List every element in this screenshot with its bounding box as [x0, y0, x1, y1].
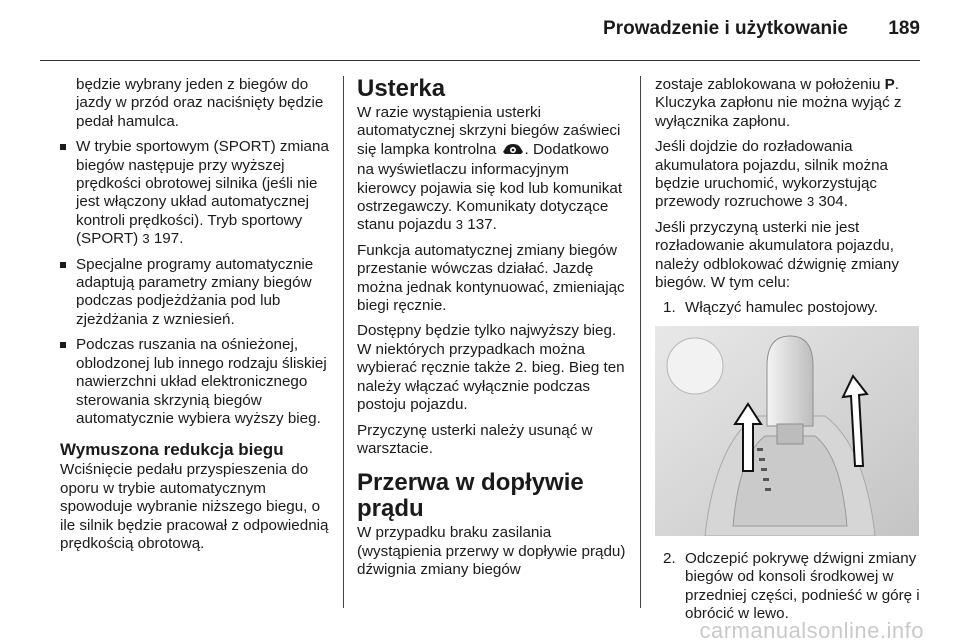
- intro-paragraph: będzie wybrany jeden z biegów do jazdy w przód oraz naciśnięty będzie pedał hamulca.: [76, 76, 324, 130]
- kickdown-paragraph: Wciśnięcie pedału przyspieszenia do oporu w trybie automatycznym spowoduje wybranie niższego biegu, o ile silnik będzie pracował z odpowiednią prędkością obrotową.: [60, 461, 329, 552]
- step-text: Włączyć hamulec postojowy.: [685, 299, 879, 317]
- fault-paragraph-2: Funkcja automatycznej zmiany biegów przestanie wówczas działać. Jazdę można jednak kontynuować, zmieniając biegi ręcznie.: [357, 241, 625, 315]
- page-ref: 137.: [463, 216, 497, 234]
- step-item: [655, 299, 927, 317]
- fault-text-a: W razie wystąpienia usterki automatycznej skrzyni biegów zaświeci się lampka kontrolna: [357, 104, 621, 158]
- fault-text-b: . Dodatkowo na wyświetlaczu informacyjnym kierowcy pojawia się kod lub komunikat ostrzegawczy. Komunikaty dotyczące stanu pojazdu: [357, 140, 623, 234]
- page-ref-icon: 3: [142, 231, 150, 247]
- text-b: . Kluczyka zapłonu nie można wyjąć z wyłącznika zapłonu.: [655, 76, 902, 130]
- column-2: [357, 76, 629, 587]
- header-divider: [40, 60, 920, 61]
- page-ref: 197.: [149, 230, 184, 248]
- page-header-title: Prowadzenie i użytkowanie: [603, 18, 848, 39]
- battery-text: Jeśli dojdzie do rozładowania akumulatora pojazdu, silnik można będzie uruchomić, wykorzystując przewody rozruchowe: [655, 138, 888, 211]
- step-text: Odczepić pokrywę dźwigni zmiany biegów od konsoli środkowej w przedniej części, podnieść w górę i obrócić w lewo.: [685, 549, 920, 623]
- position-p-bold: P: [884, 76, 895, 93]
- bullet-text: Podczas ruszania na ośnieżonej, oblodzonej lub innego rodzaju śliskiej nawierzchni układ elektronicznego sterowania skrzynią biegów automatycznie wybiera wyższy bieg.: [76, 336, 327, 427]
- step-number: 1.: [663, 299, 676, 317]
- column-1: [60, 76, 330, 560]
- page-ref-icon: 3: [455, 217, 464, 233]
- fault-paragraph-1: [357, 104, 629, 235]
- step-item: [655, 550, 927, 624]
- bullet-text: W trybie sportowym (SPORT) zmiana biegów następuje przy wyższej prędkości obrotowej silnika (jeśli nie jest włączony układ automatycznej kontroli prędkości). Tryb sportowy (SPORT): [76, 138, 329, 248]
- battery-paragraph: [655, 138, 927, 212]
- car-gear-warning-icon: [501, 142, 525, 161]
- power-paragraph-cont: [655, 76, 927, 131]
- column-divider-2: [640, 76, 641, 608]
- column-3: [655, 76, 927, 631]
- fault-paragraph-4: Przyczynę usterki należy usunąć w warsztacie.: [357, 421, 593, 457]
- power-paragraph: W przypadku braku zasilania (wystąpienia przerwy w dopływie prądu) dźwignia zmiany biegów: [357, 524, 626, 579]
- section-heading-power-interruption: Przerwa w dopływie prądu: [357, 469, 584, 523]
- page-ref-icon: 3: [806, 194, 815, 210]
- subheading-kickdown: Wymuszona redukcja biegu: [60, 440, 284, 460]
- column-divider-1: [343, 76, 344, 608]
- section-heading-fault: Usterka: [357, 75, 446, 102]
- bullet-item: [60, 138, 330, 248]
- bullet-item: [60, 336, 330, 428]
- bullet-item: [60, 256, 330, 330]
- page-ref: 304.: [814, 193, 848, 211]
- bullet-text: Specjalne programy automatycznie adaptują parametry zmiany biegów podczas podjeżdżania pod lub zjeżdżania z wzniesień.: [76, 255, 314, 328]
- text-a: zostaje zablokowana w położeniu: [655, 76, 885, 93]
- unlock-paragraph: Jeśli przyczyną usterki nie jest rozładowanie akumulatora pojazdu, należy odblokować dźwignię zmiany biegów. W tym celu:: [655, 218, 899, 292]
- gear-console-illustration: [655, 326, 919, 536]
- watermark: carmanualsonline.info: [699, 618, 924, 643]
- step-number: 2.: [663, 549, 676, 567]
- page-number: 189: [888, 18, 920, 39]
- fault-paragraph-3: Dostępny będzie tylko najwyższy bieg. W niektórych przypadkach można wybierać ręcznie także 2. bieg. Bieg ten należy włączać wyłącznie podczas postoju pojazdu.: [357, 322, 625, 414]
